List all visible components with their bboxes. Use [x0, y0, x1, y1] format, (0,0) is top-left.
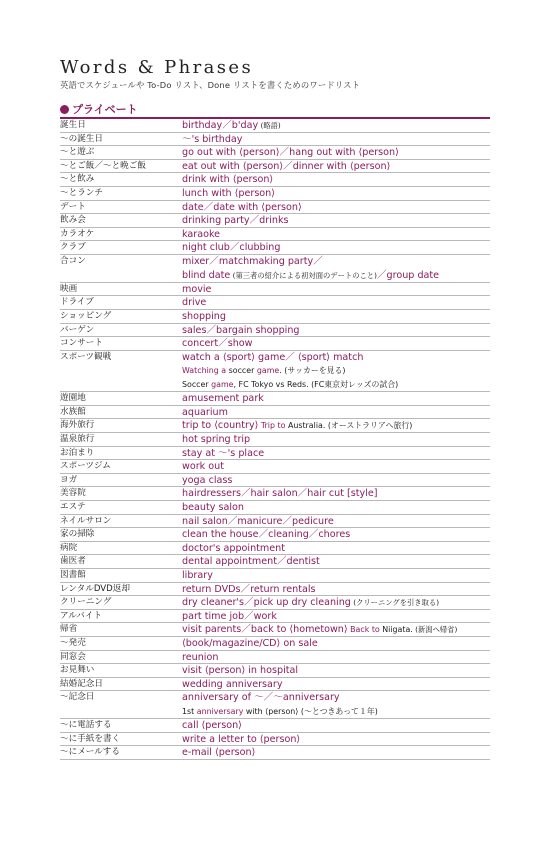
japanese-term: お泊まり [60, 447, 95, 458]
table-row [60, 146, 490, 160]
table-row [60, 119, 490, 133]
english-phrases [182, 569, 490, 583]
english-phrases [182, 474, 490, 488]
english-phrases [182, 528, 490, 542]
japanese-term: デート [60, 201, 86, 212]
phrase-line [182, 664, 490, 678]
phrase-line [182, 255, 490, 269]
japanese-term: カラオケ [60, 228, 95, 239]
table-row [60, 583, 490, 597]
english-phrases [182, 596, 490, 610]
japanese-term: 家の掃除 [60, 529, 95, 540]
table-row [60, 542, 490, 556]
japanese-term: 誕生日 [60, 120, 86, 130]
phrase-text: nail salon／manicure／pedicure [182, 515, 334, 527]
table-row [60, 324, 490, 338]
phrase-text: dry cleaner's／pick up dry cleaning [182, 597, 351, 609]
english-phrases [182, 433, 490, 447]
phrase-line [182, 746, 490, 760]
page-title: Words & Phrases [60, 57, 254, 78]
table-row [60, 719, 490, 733]
table-row [60, 678, 490, 692]
phrase-line [182, 583, 490, 597]
phrase-line [182, 310, 490, 324]
phrase-text: hot spring trip [182, 434, 251, 446]
phrase-text: reunion [182, 651, 219, 663]
phrase-text: Soccer [182, 380, 212, 390]
japanese-term: 〜と飲み [60, 174, 95, 185]
phrase-text: date／date with ⟨person⟩ [182, 201, 302, 213]
english-phrases [182, 324, 490, 338]
english-phrases [182, 406, 490, 420]
table-row [60, 255, 490, 283]
phrase-line [182, 623, 490, 637]
japanese-term: アルバイト [60, 610, 103, 621]
table-row [60, 433, 490, 447]
english-phrases [182, 664, 490, 678]
english-phrases [182, 419, 490, 433]
phrase-text: concert／show [182, 338, 253, 350]
phrase-line [182, 433, 490, 447]
phrase-text: yoga class [182, 474, 233, 486]
table-row [60, 501, 490, 515]
phrase-line [182, 678, 490, 692]
japanese-term: 飲み会 [60, 215, 86, 226]
phrase-text: trip to ⟨country⟩ [182, 420, 259, 432]
phrase-line [182, 214, 490, 228]
japanese-term: 結婚記念日 [60, 678, 103, 689]
phrase-text: aquarium [182, 406, 228, 418]
phrase-line [182, 296, 490, 310]
phrase-text: Australia. (オーストラリアへ旅行) [287, 421, 413, 431]
phrase-line [182, 637, 490, 651]
phrase-line [182, 392, 490, 406]
phrase-text: ／group date [376, 269, 440, 281]
phrase-text: part time job／work [182, 610, 277, 622]
table-row [60, 651, 490, 665]
phrase-text: 1st [182, 706, 197, 716]
phrase-line [182, 651, 490, 665]
note-text: (略語) [258, 121, 281, 130]
table-row [60, 173, 490, 187]
phrase-text: visit ⟨person⟩ in hospital [182, 665, 299, 677]
english-phrases [182, 678, 490, 692]
phrase-text: anniversary [196, 706, 244, 716]
phrase-text: library [182, 570, 213, 582]
table-row [60, 596, 490, 610]
phrase-line [182, 160, 490, 174]
phrase-text: work out [182, 461, 224, 473]
phrase-line [182, 528, 490, 542]
phrase-text: game [211, 380, 234, 390]
phrase-text: stay at 〜's place [182, 447, 265, 459]
table-row [60, 296, 490, 310]
phrase-text: karaoke [182, 228, 221, 240]
phrase-text: game [256, 366, 280, 376]
phrase-line [182, 691, 490, 705]
english-phrases [182, 228, 490, 242]
phrase-text: drink with ⟨person⟩ [182, 174, 274, 186]
note-text: (新潟へ帰省) [412, 625, 458, 635]
japanese-term: ネイルサロン [60, 515, 112, 526]
english-phrases [182, 555, 490, 569]
table-row [60, 474, 490, 488]
japanese-term: 帰省 [60, 624, 78, 635]
phrase-line [182, 515, 490, 529]
table-row [60, 447, 490, 461]
japanese-term: 〜にメールする [60, 747, 120, 758]
japanese-term: 病院 [60, 542, 78, 553]
japanese-term: 〜とランチ [60, 187, 103, 198]
table-row [60, 337, 490, 351]
phrase-text: . (サッカーを見る) [279, 366, 346, 376]
english-phrases [182, 201, 490, 215]
table-row [60, 241, 490, 255]
phrase-line [182, 419, 490, 433]
phrase-line [182, 228, 490, 242]
phrase-text: birthday／b'day [182, 120, 259, 131]
phrase-text: amusement park [182, 393, 264, 405]
japanese-term: 映画 [60, 283, 78, 294]
phrase-text: lunch with ⟨person⟩ [182, 187, 276, 199]
phrase-text: ⟨book/magazine/CD⟩ on sale [182, 637, 318, 649]
table-row [60, 201, 490, 215]
phrase-line [182, 269, 490, 283]
phrase-text: Niigata. [382, 625, 413, 635]
table-row [60, 610, 490, 624]
phrase-line [182, 119, 490, 133]
phrase-text: sales／bargain shopping [182, 324, 300, 336]
section-heading-label: プライベート [72, 103, 138, 116]
japanese-term: 同窓会 [60, 651, 86, 662]
phrase-text: dental appointment／dentist [182, 556, 320, 568]
phrase-line [182, 406, 490, 420]
phrase-line [182, 719, 490, 733]
phrase-line [182, 474, 490, 488]
japanese-term: 水族館 [60, 406, 86, 417]
phrase-line [182, 324, 490, 338]
table-row [60, 664, 490, 678]
japanese-term: 〜と遊ぶ [60, 147, 95, 158]
table-row [60, 283, 490, 297]
table-row [60, 133, 490, 147]
table-row [60, 228, 490, 242]
word-table [60, 119, 490, 760]
phrase-text: doctor's appointment [182, 542, 286, 554]
phrase-text: write a letter to ⟨person⟩ [182, 733, 301, 745]
table-row [60, 419, 490, 433]
english-phrases [182, 637, 490, 651]
japanese-term: 合コン [60, 255, 86, 266]
english-phrases [182, 296, 490, 310]
japanese-term: 〜の誕生日 [60, 133, 103, 144]
phrase-text: blind date [182, 269, 231, 281]
english-phrases [182, 447, 490, 461]
phrase-line [182, 173, 490, 187]
english-phrases [182, 515, 490, 529]
phrase-line [182, 610, 490, 624]
phrase-line [182, 487, 490, 501]
japanese-term: クラブ [60, 242, 86, 253]
japanese-term: ショッピング [60, 310, 112, 321]
japanese-term: 〜記念日 [60, 692, 95, 703]
phrase-text: soccer [228, 366, 257, 376]
table-row [60, 460, 490, 474]
phrase-line [182, 146, 490, 160]
table-row [60, 187, 490, 201]
japanese-term: 〜とご飯／〜と晩ご飯 [60, 160, 146, 171]
note-text: (クリーニングを引き取る) [350, 598, 440, 608]
phrase-text: with ⟨person⟩ (〜とつきあって１年) [243, 706, 378, 716]
english-phrases [182, 623, 490, 637]
table-row [60, 637, 490, 651]
japanese-term: レンタルDVD返却 [60, 583, 130, 594]
english-phrases [182, 351, 490, 392]
english-phrases [182, 255, 490, 282]
english-phrases [182, 214, 490, 228]
phrase-line [182, 501, 490, 515]
english-phrases [182, 187, 490, 201]
phrase-text: e-mail ⟨person⟩ [182, 747, 256, 759]
english-phrases [182, 651, 490, 665]
phrase-line [182, 705, 490, 719]
page-subtitle: 英語でスケジュールや To-Do リスト、Done リストを書くためのワードリスト [60, 80, 361, 90]
phrase-text: beauty salon [182, 502, 244, 514]
phrase-text: go out with ⟨person⟩／hang out with ⟨person⟩ [182, 147, 399, 159]
table-row [60, 214, 490, 228]
japanese-term: スポーツ観戦 [60, 351, 112, 362]
table-row [60, 406, 490, 420]
phrase-text: Trip to [258, 421, 288, 431]
phrase-line [182, 542, 490, 556]
english-phrases [182, 392, 490, 406]
phrase-text: 〜's birthday [182, 133, 243, 145]
english-phrases [182, 542, 490, 556]
english-phrases [182, 501, 490, 515]
phrase-line [182, 447, 490, 461]
phrase-text: Back to [347, 625, 383, 635]
phrase-line [182, 241, 490, 255]
japanese-term: スポーツジム [60, 461, 111, 472]
japanese-term: 温泉旅行 [60, 434, 95, 445]
table-row [60, 487, 490, 501]
phrase-text: anniversary of 〜／〜anniversary [182, 692, 340, 704]
japanese-term: 海外旅行 [60, 420, 95, 431]
japanese-term: ドライブ [60, 297, 94, 308]
english-phrases [182, 310, 490, 324]
section-heading [60, 101, 138, 117]
english-phrases [182, 691, 490, 719]
phrase-text: hairdressers／hair salon／hair cut [style] [182, 488, 378, 500]
table-row [60, 691, 490, 719]
english-phrases [182, 733, 490, 747]
phrase-line [182, 351, 490, 365]
phrase-text: watch a ⟨sport⟩ game／ ⟨sport⟩ match [182, 351, 364, 363]
japanese-term: 〜発売 [60, 637, 86, 648]
japanese-term: 〜に電話する [60, 720, 112, 731]
table-row [60, 569, 490, 583]
english-phrases [182, 746, 490, 760]
table-row [60, 528, 490, 542]
table-row [60, 623, 490, 637]
english-phrases [182, 241, 490, 255]
phrase-text: night club／clubbing [182, 242, 281, 254]
table-row [60, 160, 490, 174]
english-phrases [182, 173, 490, 187]
phrase-text: return DVDs／return rentals [182, 583, 316, 595]
table-row [60, 310, 490, 324]
japanese-term: バーゲン [60, 324, 95, 335]
phrase-line [182, 133, 490, 147]
english-phrases [182, 610, 490, 624]
phrase-text: , FC Tokyo vs Reds. (FC東京対レッズの試合) [233, 380, 399, 390]
phrase-line [182, 364, 490, 378]
phrase-text: shopping [182, 310, 226, 322]
phrase-line [182, 460, 490, 474]
phrase-text: drinking party／drinks [182, 215, 289, 227]
japanese-term: 図書館 [60, 570, 86, 581]
table-row [60, 351, 490, 393]
japanese-term: エステ [60, 502, 86, 513]
english-phrases [182, 719, 490, 733]
bullet-dot-icon [60, 105, 69, 114]
phrase-text: drive [182, 297, 207, 309]
table-row [60, 746, 490, 760]
phrase-text: Watching a [182, 366, 229, 376]
english-phrases [182, 133, 490, 147]
phrase-text: movie [182, 283, 212, 295]
japanese-term: 遊園地 [60, 393, 86, 404]
phrase-line [182, 187, 490, 201]
english-phrases [182, 460, 490, 474]
note-text: (第三者の紹介による初対面のデートのこと) [230, 270, 377, 280]
english-phrases [182, 146, 490, 160]
english-phrases [182, 160, 490, 174]
japanese-term: 美容院 [60, 488, 86, 499]
phrase-text: eat out with ⟨person⟩／dinner with ⟨person⟩ [182, 160, 391, 172]
japanese-term: ヨガ [60, 474, 78, 485]
phrase-text: visit parents／back to ⟨hometown⟩ [182, 624, 348, 636]
japanese-term: コンサート [60, 338, 103, 349]
phrase-text: clean the house／cleaning／chores [182, 529, 351, 541]
phrase-text: call ⟨person⟩ [182, 720, 242, 732]
english-phrases [182, 119, 490, 133]
english-phrases [182, 487, 490, 501]
table-row [60, 555, 490, 569]
phrase-line [182, 733, 490, 747]
phrase-line [182, 596, 490, 610]
phrase-line [182, 378, 490, 392]
phrase-line [182, 569, 490, 583]
phrase-line [182, 337, 490, 351]
table-row [60, 392, 490, 406]
phrase-line [182, 555, 490, 569]
japanese-term: 〜に手紙を書く [60, 733, 121, 744]
phrase-text: mixer／matchmaking party／ [182, 255, 323, 267]
english-phrases [182, 337, 490, 351]
phrase-text: wedding anniversary [182, 678, 283, 690]
phrase-line [182, 201, 490, 215]
english-phrases [182, 283, 490, 297]
table-row [60, 515, 490, 529]
japanese-term: 歯医者 [60, 556, 86, 567]
japanese-term: お見舞い [60, 665, 95, 676]
table-row [60, 733, 490, 747]
japanese-term: クリーニング [60, 597, 112, 608]
english-phrases [182, 583, 490, 597]
phrase-line [182, 283, 490, 297]
